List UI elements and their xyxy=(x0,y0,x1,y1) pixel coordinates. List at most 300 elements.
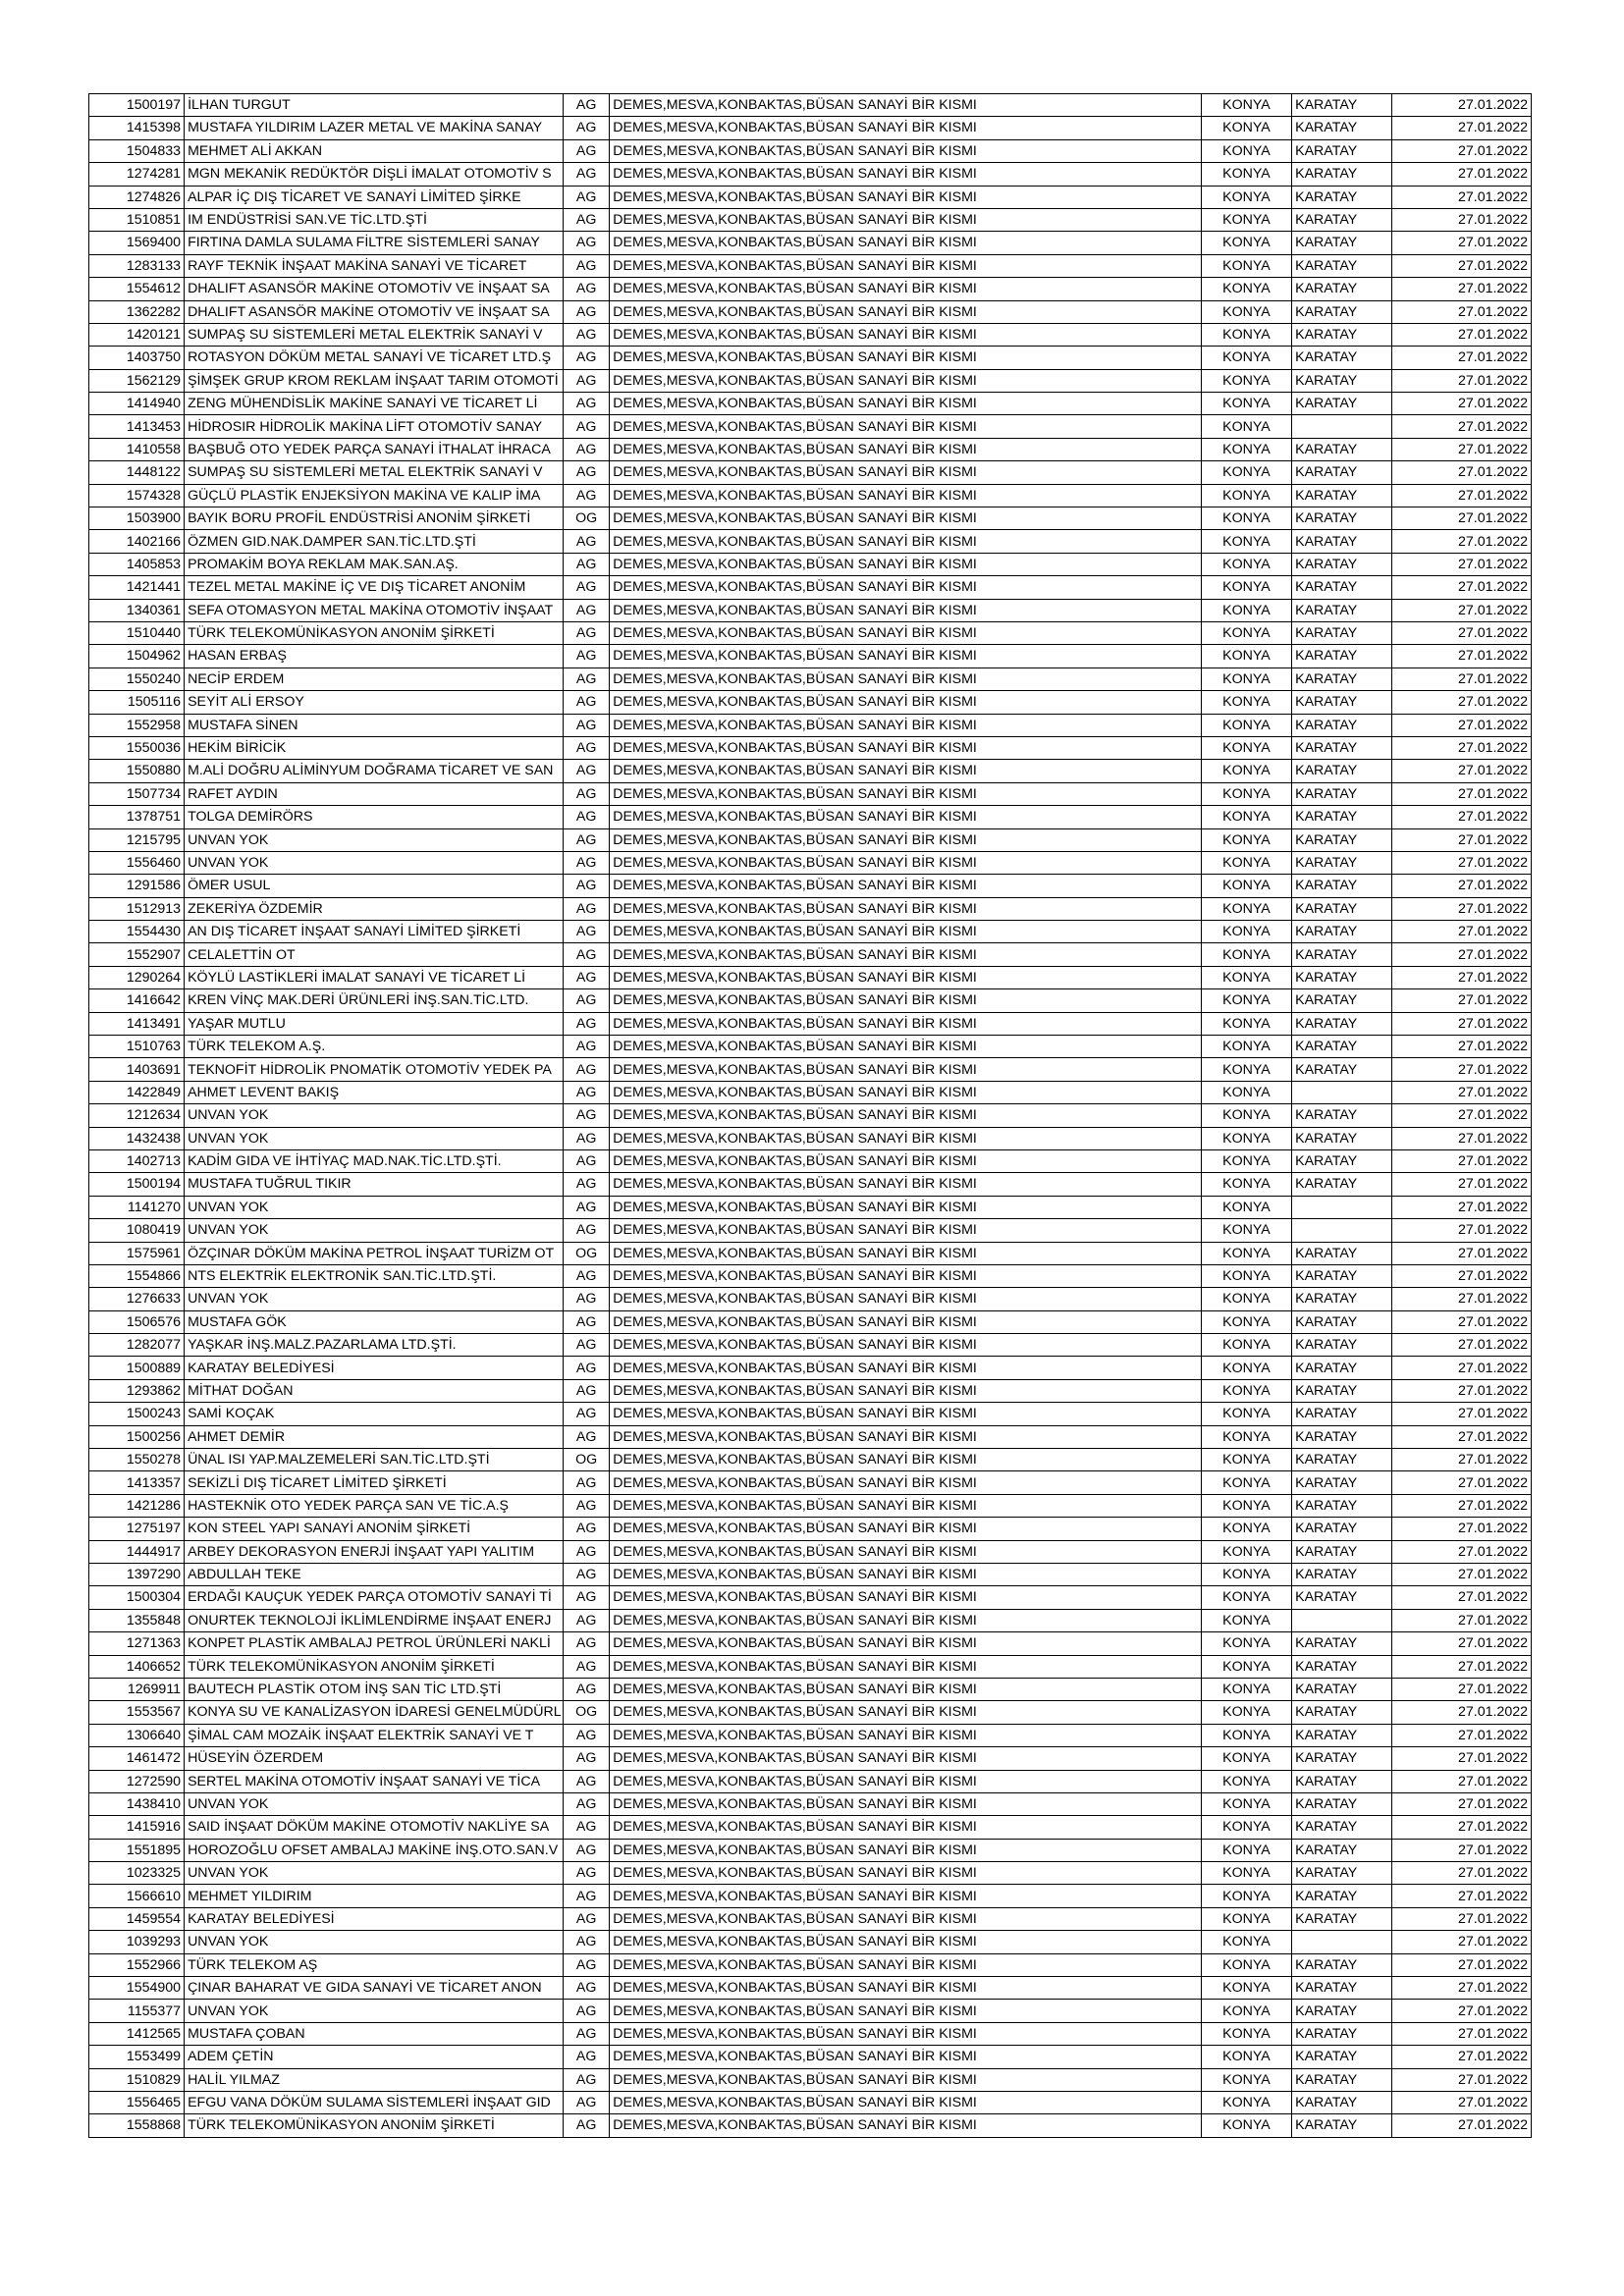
cell-subscriber-title[interactable]: HASAN ERBAŞ xyxy=(185,645,564,667)
table-row[interactable] xyxy=(89,530,1532,553)
table-row[interactable] xyxy=(89,1564,1532,1586)
cell-city[interactable]: KONYA xyxy=(1201,393,1291,415)
cell-district[interactable] xyxy=(1292,1196,1392,1218)
cell-record-id[interactable]: 1403691 xyxy=(89,1058,185,1081)
cell-date[interactable]: 27.01.2022 xyxy=(1391,1678,1531,1700)
cell-subscriber-title[interactable]: ROTASYON DÖKÜM METAL SANAYİ VE TİCARET LTD.Ş xyxy=(185,347,564,369)
table-row[interactable] xyxy=(89,2114,1532,2137)
cell-record-id[interactable]: 1212634 xyxy=(89,1104,185,1127)
cell-date[interactable]: 27.01.2022 xyxy=(1391,989,1531,1012)
cell-date[interactable]: 27.01.2022 xyxy=(1391,760,1531,782)
cell-voltage-level[interactable]: AG xyxy=(563,484,609,507)
cell-affected-area[interactable]: DEMES,MESVA,KONBAKTAS,BÜSAN SANAYİ BİR KISMI xyxy=(610,621,1202,644)
cell-voltage-level[interactable]: AG xyxy=(563,1334,609,1357)
cell-affected-area[interactable]: DEMES,MESVA,KONBAKTAS,BÜSAN SANAYİ BİR KISMI xyxy=(610,1885,1202,1907)
cell-district[interactable]: KARATAY xyxy=(1292,1149,1392,1172)
cell-date[interactable]: 27.01.2022 xyxy=(1391,1334,1531,1357)
cell-voltage-level[interactable]: AG xyxy=(563,736,609,759)
cell-city[interactable]: KONYA xyxy=(1201,208,1291,231)
table-row[interactable] xyxy=(89,1403,1532,1425)
cell-city[interactable]: KONYA xyxy=(1201,1770,1291,1792)
cell-voltage-level[interactable]: AG xyxy=(563,300,609,323)
cell-district[interactable]: KARATAY xyxy=(1292,1885,1392,1907)
cell-subscriber-title[interactable]: TÜRK TELEKOM AŞ xyxy=(185,1953,564,1976)
cell-affected-area[interactable]: DEMES,MESVA,KONBAKTAS,BÜSAN SANAYİ BİR KISMI xyxy=(610,1264,1202,1287)
cell-date[interactable]: 27.01.2022 xyxy=(1391,1701,1531,1724)
cell-record-id[interactable]: 1275197 xyxy=(89,1518,185,1540)
cell-date[interactable]: 27.01.2022 xyxy=(1391,2046,1531,2068)
cell-record-id[interactable]: 1340361 xyxy=(89,599,185,621)
cell-record-id[interactable]: 1416642 xyxy=(89,989,185,1012)
cell-date[interactable]: 27.01.2022 xyxy=(1391,1931,1531,1953)
cell-record-id[interactable]: 1282077 xyxy=(89,1334,185,1357)
cell-district[interactable]: KARATAY xyxy=(1292,621,1392,644)
cell-district[interactable]: KARATAY xyxy=(1292,1471,1392,1494)
cell-date[interactable]: 27.01.2022 xyxy=(1391,208,1531,231)
cell-date[interactable]: 27.01.2022 xyxy=(1391,323,1531,346)
cell-affected-area[interactable]: DEMES,MESVA,KONBAKTAS,BÜSAN SANAYİ BİR KISMI xyxy=(610,851,1202,874)
table-row[interactable] xyxy=(89,760,1532,782)
cell-city[interactable]: KONYA xyxy=(1201,163,1291,186)
table-row[interactable] xyxy=(89,645,1532,667)
cell-date[interactable]: 27.01.2022 xyxy=(1391,1173,1531,1196)
cell-date[interactable]: 27.01.2022 xyxy=(1391,2000,1531,2022)
cell-date[interactable]: 27.01.2022 xyxy=(1391,186,1531,208)
cell-record-id[interactable]: 1562129 xyxy=(89,369,185,392)
cell-voltage-level[interactable]: AG xyxy=(563,139,609,162)
cell-city[interactable]: KONYA xyxy=(1201,1931,1291,1953)
cell-affected-area[interactable]: DEMES,MESVA,KONBAKTAS,BÜSAN SANAYİ BİR KISMI xyxy=(610,1907,1202,1930)
cell-affected-area[interactable]: DEMES,MESVA,KONBAKTAS,BÜSAN SANAYİ BİR KISMI xyxy=(610,1586,1202,1609)
cell-district[interactable]: KARATAY xyxy=(1292,1104,1392,1127)
cell-affected-area[interactable]: DEMES,MESVA,KONBAKTAS,BÜSAN SANAYİ BİR KISMI xyxy=(610,2114,1202,2137)
cell-affected-area[interactable]: DEMES,MESVA,KONBAKTAS,BÜSAN SANAYİ BİR KISMI xyxy=(610,1564,1202,1586)
cell-record-id[interactable]: 1553499 xyxy=(89,2046,185,2068)
cell-affected-area[interactable]: DEMES,MESVA,KONBAKTAS,BÜSAN SANAYİ BİR KISMI xyxy=(610,1403,1202,1425)
cell-affected-area[interactable]: DEMES,MESVA,KONBAKTAS,BÜSAN SANAYİ BİR KISMI xyxy=(610,323,1202,346)
cell-city[interactable]: KONYA xyxy=(1201,1724,1291,1746)
table-row[interactable] xyxy=(89,1862,1532,1885)
cell-city[interactable]: KONYA xyxy=(1201,1036,1291,1058)
cell-record-id[interactable]: 1444917 xyxy=(89,1540,185,1563)
cell-record-id[interactable]: 1575961 xyxy=(89,1242,185,1264)
table-row[interactable] xyxy=(89,117,1532,139)
cell-affected-area[interactable]: DEMES,MESVA,KONBAKTAS,BÜSAN SANAYİ BİR KISMI xyxy=(610,1471,1202,1494)
cell-city[interactable]: KONYA xyxy=(1201,1012,1291,1035)
cell-voltage-level[interactable]: AG xyxy=(563,782,609,805)
cell-date[interactable]: 27.01.2022 xyxy=(1391,736,1531,759)
cell-voltage-level[interactable]: AG xyxy=(563,875,609,897)
cell-district[interactable]: KARATAY xyxy=(1292,714,1392,736)
cell-subscriber-title[interactable]: ZENG MÜHENDİSLİK MAKİNE SANAYİ VE TİCARET Lİ xyxy=(185,393,564,415)
cell-record-id[interactable]: 1552958 xyxy=(89,714,185,736)
cell-district[interactable]: KARATAY xyxy=(1292,323,1392,346)
cell-city[interactable]: KONYA xyxy=(1201,300,1291,323)
cell-city[interactable]: KONYA xyxy=(1201,1334,1291,1357)
cell-subscriber-title[interactable]: RAYF TEKNİK İNŞAAT MAKİNA SANAYİ VE TİCARET xyxy=(185,254,564,277)
table-row[interactable] xyxy=(89,1518,1532,1540)
cell-subscriber-title[interactable]: ERDAĞI KAUÇUK YEDEK PARÇA OTOMOTİV SANAYİ Tİ xyxy=(185,1586,564,1609)
cell-record-id[interactable]: 1510440 xyxy=(89,621,185,644)
table-row[interactable] xyxy=(89,1196,1532,1218)
cell-record-id[interactable]: 1504962 xyxy=(89,645,185,667)
cell-subscriber-title[interactable]: UNVAN YOK xyxy=(185,1219,564,1242)
cell-district[interactable]: KARATAY xyxy=(1292,507,1392,530)
cell-voltage-level[interactable]: AG xyxy=(563,369,609,392)
cell-date[interactable]: 27.01.2022 xyxy=(1391,369,1531,392)
cell-affected-area[interactable]: DEMES,MESVA,KONBAKTAS,BÜSAN SANAYİ BİR KISMI xyxy=(610,1494,1202,1517)
cell-city[interactable]: KONYA xyxy=(1201,1425,1291,1448)
cell-record-id[interactable]: 1552907 xyxy=(89,943,185,966)
cell-subscriber-title[interactable]: MGN MEKANİK REDÜKTÖR DİŞLİ İMALAT OTOMOTİV S xyxy=(185,163,564,186)
cell-subscriber-title[interactable]: MUSTAFA YILDIRIM LAZER METAL VE MAKİNA SANAY xyxy=(185,117,564,139)
cell-subscriber-title[interactable]: ZEKERİYA ÖZDEMİR xyxy=(185,897,564,920)
table-row[interactable] xyxy=(89,667,1532,690)
cell-city[interactable]: KONYA xyxy=(1201,1471,1291,1494)
cell-voltage-level[interactable]: AG xyxy=(563,1036,609,1058)
cell-date[interactable]: 27.01.2022 xyxy=(1391,806,1531,828)
cell-voltage-level[interactable]: AG xyxy=(563,1425,609,1448)
cell-voltage-level[interactable]: AG xyxy=(563,1494,609,1517)
cell-affected-area[interactable]: DEMES,MESVA,KONBAKTAS,BÜSAN SANAYİ BİR KISMI xyxy=(610,1770,1202,1792)
cell-voltage-level[interactable]: AG xyxy=(563,1219,609,1242)
cell-subscriber-title[interactable]: PROMAKİM BOYA REKLAM MAK.SAN.AŞ. xyxy=(185,553,564,575)
cell-affected-area[interactable]: DEMES,MESVA,KONBAKTAS,BÜSAN SANAYİ BİR KISMI xyxy=(610,369,1202,392)
cell-subscriber-title[interactable]: KONYA SU VE KANALİZASYON İDARESİ GENELMÜDÜRL xyxy=(185,1701,564,1724)
cell-record-id[interactable]: 1500197 xyxy=(89,94,185,117)
cell-affected-area[interactable]: DEMES,MESVA,KONBAKTAS,BÜSAN SANAYİ BİR KISMI xyxy=(610,1931,1202,1953)
cell-record-id[interactable]: 1554900 xyxy=(89,1977,185,2000)
cell-subscriber-title[interactable]: ÇINAR BAHARAT VE GIDA SANAYİ VE TİCARET ANON xyxy=(185,1977,564,2000)
cell-district[interactable] xyxy=(1292,1609,1392,1631)
cell-record-id[interactable]: 1276633 xyxy=(89,1288,185,1310)
cell-district[interactable]: KARATAY xyxy=(1292,1403,1392,1425)
cell-record-id[interactable]: 1378751 xyxy=(89,806,185,828)
table-row[interactable] xyxy=(89,507,1532,530)
cell-district[interactable]: KARATAY xyxy=(1292,645,1392,667)
cell-subscriber-title[interactable]: SERTEL MAKİNA OTOMOTİV İNŞAAT SANAYİ VE TİCA xyxy=(185,1770,564,1792)
cell-date[interactable]: 27.01.2022 xyxy=(1391,438,1531,460)
cell-district[interactable]: KARATAY xyxy=(1292,1242,1392,1264)
cell-district[interactable]: KARATAY xyxy=(1292,117,1392,139)
cell-district[interactable]: KARATAY xyxy=(1292,94,1392,117)
cell-record-id[interactable]: 1506576 xyxy=(89,1310,185,1333)
table-row[interactable] xyxy=(89,989,1532,1012)
cell-affected-area[interactable]: DEMES,MESVA,KONBAKTAS,BÜSAN SANAYİ BİR KISMI xyxy=(610,2068,1202,2091)
cell-city[interactable]: KONYA xyxy=(1201,1816,1291,1839)
cell-date[interactable]: 27.01.2022 xyxy=(1391,1518,1531,1540)
table-row[interactable] xyxy=(89,1425,1532,1448)
cell-date[interactable]: 27.01.2022 xyxy=(1391,1862,1531,1885)
cell-record-id[interactable]: 1141270 xyxy=(89,1196,185,1218)
table-row[interactable] xyxy=(89,875,1532,897)
table-row[interactable] xyxy=(89,1310,1532,1333)
cell-city[interactable]: KONYA xyxy=(1201,1264,1291,1287)
cell-district[interactable]: KARATAY xyxy=(1292,1977,1392,2000)
cell-date[interactable]: 27.01.2022 xyxy=(1391,1403,1531,1425)
cell-record-id[interactable]: 1500243 xyxy=(89,1403,185,1425)
cell-voltage-level[interactable]: AG xyxy=(563,897,609,920)
cell-city[interactable]: KONYA xyxy=(1201,1885,1291,1907)
cell-affected-area[interactable]: DEMES,MESVA,KONBAKTAS,BÜSAN SANAYİ BİR KISMI xyxy=(610,1632,1202,1655)
cell-record-id[interactable]: 1500889 xyxy=(89,1357,185,1379)
cell-record-id[interactable]: 1080419 xyxy=(89,1219,185,1242)
cell-voltage-level[interactable]: AG xyxy=(563,393,609,415)
cell-affected-area[interactable]: DEMES,MESVA,KONBAKTAS,BÜSAN SANAYİ BİR KISMI xyxy=(610,1792,1202,1815)
cell-district[interactable]: KARATAY xyxy=(1292,760,1392,782)
cell-affected-area[interactable]: DEMES,MESVA,KONBAKTAS,BÜSAN SANAYİ BİR KISMI xyxy=(610,163,1202,186)
cell-affected-area[interactable]: DEMES,MESVA,KONBAKTAS,BÜSAN SANAYİ BİR KISMI xyxy=(610,1816,1202,1839)
cell-affected-area[interactable]: DEMES,MESVA,KONBAKTAS,BÜSAN SANAYİ BİR KISMI xyxy=(610,1149,1202,1172)
cell-city[interactable]: KONYA xyxy=(1201,621,1291,644)
cell-affected-area[interactable]: DEMES,MESVA,KONBAKTAS,BÜSAN SANAYİ BİR KISMI xyxy=(610,576,1202,599)
cell-affected-area[interactable]: DEMES,MESVA,KONBAKTAS,BÜSAN SANAYİ BİR KISMI xyxy=(610,897,1202,920)
cell-affected-area[interactable]: DEMES,MESVA,KONBAKTAS,BÜSAN SANAYİ BİR KISMI xyxy=(610,1678,1202,1700)
cell-record-id[interactable]: 1569400 xyxy=(89,232,185,254)
cell-affected-area[interactable]: DEMES,MESVA,KONBAKTAS,BÜSAN SANAYİ BİR KISMI xyxy=(610,828,1202,851)
cell-district[interactable]: KARATAY xyxy=(1292,1334,1392,1357)
cell-subscriber-title[interactable]: AN DIŞ TİCARET İNŞAAT SANAYİ LİMİTED ŞİRKETİ xyxy=(185,921,564,943)
cell-voltage-level[interactable]: AG xyxy=(563,1173,609,1196)
cell-city[interactable]: KONYA xyxy=(1201,186,1291,208)
cell-city[interactable]: KONYA xyxy=(1201,278,1291,300)
cell-date[interactable]: 27.01.2022 xyxy=(1391,278,1531,300)
table-row[interactable] xyxy=(89,347,1532,369)
cell-district[interactable]: KARATAY xyxy=(1292,2046,1392,2068)
cell-subscriber-title[interactable]: ÜNAL ISI YAP.MALZEMELERİ SAN.TİC.LTD.ŞTİ xyxy=(185,1449,564,1471)
cell-record-id[interactable]: 1403750 xyxy=(89,347,185,369)
cell-district[interactable]: KARATAY xyxy=(1292,139,1392,162)
cell-district[interactable]: KARATAY xyxy=(1292,208,1392,231)
cell-city[interactable]: KONYA xyxy=(1201,530,1291,553)
cell-district[interactable]: KARATAY xyxy=(1292,1747,1392,1770)
cell-date[interactable]: 27.01.2022 xyxy=(1391,1379,1531,1402)
cell-district[interactable]: KARATAY xyxy=(1292,1425,1392,1448)
table-row[interactable] xyxy=(89,1058,1532,1081)
table-row[interactable] xyxy=(89,1149,1532,1172)
cell-district[interactable]: KARATAY xyxy=(1292,1173,1392,1196)
cell-voltage-level[interactable]: AG xyxy=(563,966,609,988)
cell-date[interactable]: 27.01.2022 xyxy=(1391,1655,1531,1678)
cell-subscriber-title[interactable]: ABDULLAH TEKE xyxy=(185,1564,564,1586)
cell-record-id[interactable]: 1556460 xyxy=(89,851,185,874)
cell-voltage-level[interactable]: AG xyxy=(563,1862,609,1885)
cell-city[interactable]: KONYA xyxy=(1201,1403,1291,1425)
cell-voltage-level[interactable]: AG xyxy=(563,347,609,369)
table-row[interactable] xyxy=(89,943,1532,966)
table-row[interactable] xyxy=(89,1724,1532,1746)
cell-affected-area[interactable]: DEMES,MESVA,KONBAKTAS,BÜSAN SANAYİ BİR KISMI xyxy=(610,347,1202,369)
cell-date[interactable]: 27.01.2022 xyxy=(1391,1747,1531,1770)
cell-date[interactable]: 27.01.2022 xyxy=(1391,507,1531,530)
cell-affected-area[interactable]: DEMES,MESVA,KONBAKTAS,BÜSAN SANAYİ BİR KISMI xyxy=(610,1977,1202,2000)
cell-voltage-level[interactable]: AG xyxy=(563,576,609,599)
cell-date[interactable]: 27.01.2022 xyxy=(1391,645,1531,667)
cell-district[interactable]: KARATAY xyxy=(1292,1012,1392,1035)
cell-voltage-level[interactable]: AG xyxy=(563,1403,609,1425)
table-row[interactable] xyxy=(89,1540,1532,1563)
cell-city[interactable]: KONYA xyxy=(1201,1540,1291,1563)
cell-date[interactable]: 27.01.2022 xyxy=(1391,1449,1531,1471)
cell-date[interactable]: 27.01.2022 xyxy=(1391,691,1531,714)
cell-district[interactable]: KARATAY xyxy=(1292,2000,1392,2022)
cell-district[interactable]: KARATAY xyxy=(1292,163,1392,186)
cell-date[interactable]: 27.01.2022 xyxy=(1391,461,1531,484)
cell-date[interactable]: 27.01.2022 xyxy=(1391,1564,1531,1586)
table-row[interactable] xyxy=(89,163,1532,186)
cell-district[interactable]: KARATAY xyxy=(1292,736,1392,759)
cell-subscriber-title[interactable]: KARATAY BELEDİYESİ xyxy=(185,1357,564,1379)
cell-subscriber-title[interactable]: BAYIK BORU PROFİL ENDÜSTRİSİ ANONİM ŞİRKETİ xyxy=(185,507,564,530)
cell-district[interactable]: KARATAY xyxy=(1292,1655,1392,1678)
cell-subscriber-title[interactable]: UNVAN YOK xyxy=(185,828,564,851)
cell-subscriber-title[interactable]: UNVAN YOK xyxy=(185,1196,564,1218)
table-row[interactable] xyxy=(89,1609,1532,1631)
cell-record-id[interactable]: 1510763 xyxy=(89,1036,185,1058)
cell-date[interactable]: 27.01.2022 xyxy=(1391,621,1531,644)
cell-subscriber-title[interactable]: UNVAN YOK xyxy=(185,1862,564,1885)
cell-city[interactable]: KONYA xyxy=(1201,1242,1291,1264)
cell-district[interactable]: KARATAY xyxy=(1292,966,1392,988)
cell-record-id[interactable]: 1507734 xyxy=(89,782,185,805)
cell-date[interactable]: 27.01.2022 xyxy=(1391,966,1531,988)
cell-city[interactable]: KONYA xyxy=(1201,1977,1291,2000)
cell-record-id[interactable]: 1290264 xyxy=(89,966,185,988)
cell-subscriber-title[interactable]: SAMİ KOÇAK xyxy=(185,1403,564,1425)
cell-record-id[interactable]: 1500256 xyxy=(89,1425,185,1448)
cell-district[interactable]: KARATAY xyxy=(1292,599,1392,621)
cell-affected-area[interactable]: DEMES,MESVA,KONBAKTAS,BÜSAN SANAYİ BİR KISMI xyxy=(610,1334,1202,1357)
cell-record-id[interactable]: 1554612 xyxy=(89,278,185,300)
cell-affected-area[interactable]: DEMES,MESVA,KONBAKTAS,BÜSAN SANAYİ BİR KISMI xyxy=(610,1518,1202,1540)
cell-date[interactable]: 27.01.2022 xyxy=(1391,1907,1531,1930)
cell-date[interactable]: 27.01.2022 xyxy=(1391,1196,1531,1218)
table-row[interactable] xyxy=(89,1770,1532,1792)
table-row[interactable] xyxy=(89,1471,1532,1494)
cell-record-id[interactable]: 1415398 xyxy=(89,117,185,139)
cell-voltage-level[interactable]: AG xyxy=(563,1310,609,1333)
cell-record-id[interactable]: 1414940 xyxy=(89,393,185,415)
cell-date[interactable]: 27.01.2022 xyxy=(1391,897,1531,920)
cell-affected-area[interactable]: DEMES,MESVA,KONBAKTAS,BÜSAN SANAYİ BİR KISMI xyxy=(610,599,1202,621)
cell-date[interactable]: 27.01.2022 xyxy=(1391,1885,1531,1907)
cell-affected-area[interactable]: DEMES,MESVA,KONBAKTAS,BÜSAN SANAYİ BİR KISMI xyxy=(610,461,1202,484)
cell-subscriber-title[interactable]: MUSTAFA GÖK xyxy=(185,1310,564,1333)
cell-city[interactable]: KONYA xyxy=(1201,1219,1291,1242)
cell-subscriber-title[interactable]: YAŞAR MUTLU xyxy=(185,1012,564,1035)
cell-subscriber-title[interactable]: KÖYLÜ LASTİKLERİ İMALAT SANAYİ VE TİCARET Lİ xyxy=(185,966,564,988)
cell-affected-area[interactable]: DEMES,MESVA,KONBAKTAS,BÜSAN SANAYİ BİR KISMI xyxy=(610,2000,1202,2022)
cell-voltage-level[interactable]: AG xyxy=(563,1518,609,1540)
cell-district[interactable]: KARATAY xyxy=(1292,1907,1392,1930)
table-row[interactable] xyxy=(89,1953,1532,1976)
cell-city[interactable]: KONYA xyxy=(1201,1862,1291,1885)
cell-subscriber-title[interactable]: MEHMET YILDIRIM xyxy=(185,1885,564,1907)
cell-record-id[interactable]: 1410558 xyxy=(89,438,185,460)
cell-district[interactable]: KARATAY xyxy=(1292,2022,1392,2045)
cell-subscriber-title[interactable]: UNVAN YOK xyxy=(185,1792,564,1815)
cell-record-id[interactable]: 1355848 xyxy=(89,1609,185,1631)
cell-date[interactable]: 27.01.2022 xyxy=(1391,1977,1531,2000)
cell-affected-area[interactable]: DEMES,MESVA,KONBAKTAS,BÜSAN SANAYİ BİR KISMI xyxy=(610,1357,1202,1379)
cell-affected-area[interactable]: DEMES,MESVA,KONBAKTAS,BÜSAN SANAYİ BİR KISMI xyxy=(610,208,1202,231)
cell-voltage-level[interactable]: AG xyxy=(563,599,609,621)
cell-voltage-level[interactable]: AG xyxy=(563,461,609,484)
cell-affected-area[interactable]: DEMES,MESVA,KONBAKTAS,BÜSAN SANAYİ BİR KISMI xyxy=(610,1012,1202,1035)
cell-district[interactable]: KARATAY xyxy=(1292,438,1392,460)
cell-city[interactable]: KONYA xyxy=(1201,897,1291,920)
cell-voltage-level[interactable]: AG xyxy=(563,691,609,714)
cell-record-id[interactable]: 1271363 xyxy=(89,1632,185,1655)
cell-subscriber-title[interactable]: ALPAR İÇ DIŞ TİCARET VE SANAYİ LİMİTED ŞİRKE xyxy=(185,186,564,208)
cell-district[interactable]: KARATAY xyxy=(1292,347,1392,369)
cell-date[interactable]: 27.01.2022 xyxy=(1391,1839,1531,1861)
cell-record-id[interactable]: 1550278 xyxy=(89,1449,185,1471)
table-row[interactable] xyxy=(89,1288,1532,1310)
cell-date[interactable]: 27.01.2022 xyxy=(1391,1953,1531,1976)
cell-district[interactable]: KARATAY xyxy=(1292,875,1392,897)
cell-record-id[interactable]: 1550880 xyxy=(89,760,185,782)
cell-affected-area[interactable]: DEMES,MESVA,KONBAKTAS,BÜSAN SANAYİ BİR KISMI xyxy=(610,966,1202,988)
cell-date[interactable]: 27.01.2022 xyxy=(1391,599,1531,621)
cell-voltage-level[interactable]: AG xyxy=(563,2000,609,2022)
cell-district[interactable]: KARATAY xyxy=(1292,254,1392,277)
cell-district[interactable]: KARATAY xyxy=(1292,1792,1392,1815)
cell-voltage-level[interactable]: AG xyxy=(563,1149,609,1172)
cell-voltage-level[interactable]: AG xyxy=(563,1586,609,1609)
cell-voltage-level[interactable]: AG xyxy=(563,1379,609,1402)
cell-city[interactable]: KONYA xyxy=(1201,2022,1291,2045)
cell-voltage-level[interactable]: OG xyxy=(563,1449,609,1471)
table-row[interactable] xyxy=(89,1816,1532,1839)
cell-voltage-level[interactable]: AG xyxy=(563,760,609,782)
cell-city[interactable]: KONYA xyxy=(1201,323,1291,346)
cell-subscriber-title[interactable]: TOLGA DEMİRÖRS xyxy=(185,806,564,828)
cell-subscriber-title[interactable]: UNVAN YOK xyxy=(185,1931,564,1953)
cell-district[interactable]: KARATAY xyxy=(1292,1839,1392,1861)
cell-date[interactable]: 27.01.2022 xyxy=(1391,232,1531,254)
cell-voltage-level[interactable]: AG xyxy=(563,851,609,874)
cell-subscriber-title[interactable]: TÜRK TELEKOMÜNİKASYON ANONİM ŞİRKETİ xyxy=(185,1655,564,1678)
cell-date[interactable]: 27.01.2022 xyxy=(1391,1792,1531,1815)
cell-district[interactable] xyxy=(1292,1931,1392,1953)
cell-district[interactable]: KARATAY xyxy=(1292,1379,1392,1402)
cell-city[interactable]: KONYA xyxy=(1201,484,1291,507)
cell-date[interactable]: 27.01.2022 xyxy=(1391,1149,1531,1172)
cell-subscriber-title[interactable]: HİDROSIR HİDROLİK MAKİNA LİFT OTOMOTİV SANAY xyxy=(185,415,564,438)
cell-voltage-level[interactable]: AG xyxy=(563,1931,609,1953)
cell-affected-area[interactable]: DEMES,MESVA,KONBAKTAS,BÜSAN SANAYİ BİR KISMI xyxy=(610,1724,1202,1746)
cell-record-id[interactable]: 1551895 xyxy=(89,1839,185,1861)
cell-subscriber-title[interactable]: KARATAY BELEDİYESİ xyxy=(185,1907,564,1930)
cell-date[interactable]: 27.01.2022 xyxy=(1391,1127,1531,1149)
cell-subscriber-title[interactable]: TEZEL METAL MAKİNE İÇ VE DIŞ TİCARET ANONİM xyxy=(185,576,564,599)
cell-city[interactable]: KONYA xyxy=(1201,828,1291,851)
cell-subscriber-title[interactable]: AHMET DEMİR xyxy=(185,1425,564,1448)
cell-affected-area[interactable]: DEMES,MESVA,KONBAKTAS,BÜSAN SANAYİ BİR KISMI xyxy=(610,1288,1202,1310)
cell-affected-area[interactable]: DEMES,MESVA,KONBAKTAS,BÜSAN SANAYİ BİR KISMI xyxy=(610,1609,1202,1631)
cell-subscriber-title[interactable]: İLHAN TURGUT xyxy=(185,94,564,117)
cell-voltage-level[interactable]: OG xyxy=(563,507,609,530)
cell-district[interactable]: KARATAY xyxy=(1292,2068,1392,2091)
table-row[interactable] xyxy=(89,208,1532,231)
cell-subscriber-title[interactable]: UNVAN YOK xyxy=(185,2000,564,2022)
cell-date[interactable]: 27.01.2022 xyxy=(1391,1724,1531,1746)
cell-district[interactable]: KARATAY xyxy=(1292,1564,1392,1586)
cell-subscriber-title[interactable]: HALİL YILMAZ xyxy=(185,2068,564,2091)
cell-city[interactable]: KONYA xyxy=(1201,1379,1291,1402)
cell-record-id[interactable]: 1421441 xyxy=(89,576,185,599)
